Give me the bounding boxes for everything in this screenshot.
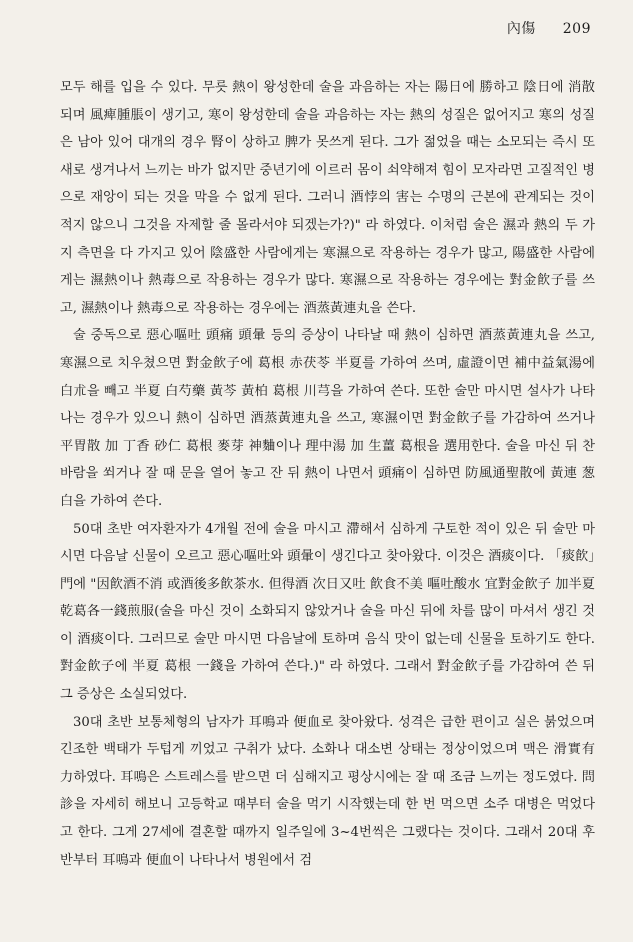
paragraph-1: 모두 해를 입을 수 있다. 무릇 熱이 왕성한데 술을 과음하는 자는 陽日에 勝하고 陰日에 消散되며 風痺腫脹이 생기고, 寒이 왕성한데 술을 과음하는 자는 熱의 성질은 없어지고 寒의 성질은 남아 있어 대개의 경우 腎이 상하고 脾가 못쓰게 된다. 그가 젊었을 때는 소모되는 즉시 또 새로 생겨나서 느끼는 바가 없지만 중년기에 이르러 몸이 쇠약해져 힘이 모자라면 고질적인 병으로 재앙이 되는 것을 막을 수 없게 된다. 그러니 酒悖의 害는 수명의 근본에 관계되는 것이 적지 않으니 그것을 자제할 줄 몰라서야 되겠는가?)" 라 하였다. 이처럼 술은 濕과 熱의 두 가지 측면을 다 가지고 있어 陰盛한 사람에게는 寒濕으로 작용하는 경우가 많고, 陽盛한 사람에게는 濕熱이나 熱毒으로 작용하는 경우가 많다. 寒濕으로 작용하는 경우에는 對金飮子를 쓰고, 濕熱이나 熱毒으로 작용하는 경우에는 酒蒸黃連丸을 쓴다. — [60, 80, 595, 316]
chapter-title: 內傷 — [506, 21, 536, 37]
paragraph-3: 50대 초반 여자환자가 4개월 전에 술을 마시고 滯해서 심하게 구토한 적이 있은 뒤 술만 마시면 다음날 신물이 오르고 惡心嘔吐와 頭暈이 생긴다고 찾아왔다. 이것은 酒痰이다. 「痰飮」門에 "因飮酒不消 或酒後多飮茶水. 但得酒 次日又吐 飮食不美 嘔吐酸水 宜對金飮子 加半夏 乾葛各一錢煎服(술을 마신 것이 소화되지 않았거나 술을 마신 뒤에 차를 많이 마셔서 생긴 것이 酒痰이다. 그러므로 술만 마시면 다음날에 토하며 음식 맛이 없는데 신물을 토하기도 한다. 對金飮子에 半夏 葛根 一錢을 가하여 쓴다.)" 라 하였다. 그래서 對金飮子를 가감하여 쓴 뒤 그 증상은 소실되었다. — [60, 521, 595, 703]
page-number: 209 — [562, 21, 591, 37]
page-header — [507, 18, 591, 38]
body-text — [60, 74, 595, 874]
paragraph-2: 술 중독으로 惡心嘔吐 頭痛 頭暈 등의 증상이 나타날 때 熱이 심하면 酒蒸黃連丸을 쓰고, 寒濕으로 치우쳤으면 對金飮子에 葛根 赤茯苓 半夏를 가하여 쓰며, 虛證이면 補中益氣湯에 白朮을 빼고 半夏 白芍藥 黃芩 黃柏 葛根 川芎을 가하여 쓴다. 또한 술만 마시면 설사가 나타나는 경우가 있으니 熱이 심하면 酒蒸黃連丸을 쓰고, 寒濕이면 對金飮子를 가감하여 쓰거나 平胃散 加 丁香 砂仁 葛根 麥芽 神麯이나 理中湯 加 生薑 葛根을 選用한다. 술을 마신 뒤 찬바람을 쐬거나 잘 때 문을 열어 놓고 잔 뒤 熱이 나면서 頭痛이 심하면 防風通聖散에 黃連 葱白을 가하여 쓴다. — [60, 328, 595, 509]
paragraph-4: 30대 초반 보통체형의 남자가 耳鳴과 便血로 찾아왔다. 성격은 급한 편이고 실은 붉었으며 긴조한 백태가 두텁게 끼었고 구취가 났다. 소화나 대소변 상태는 정상이었으며 맥은 滑實有力하였다. 耳鳴은 스트레스를 받으면 더 심해지고 평상시에는 잘 때 조금 느끼는 정도였다. 問診을 자세히 해보니 고등학교 때부터 술을 먹기 시작했는데 한 번 먹으면 소주 대병은 먹었다고 한다. 그게 27세에 결혼할 때까지 일주일에 3~4번씩은 그랬다는 것이다. 그래서 20대 후반부터 耳鳴과 便血이 나타나서 병원에서 검 — [60, 714, 595, 868]
